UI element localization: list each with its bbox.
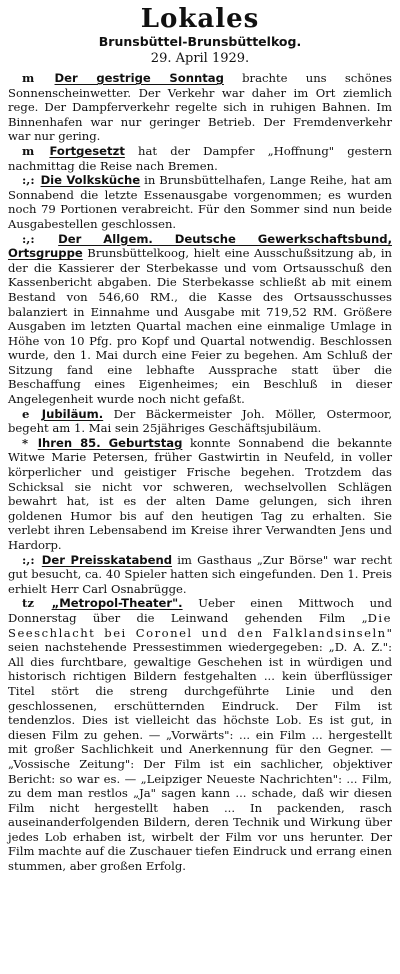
- article-headline: Der gestrige Sonntag: [54, 71, 224, 85]
- date-line: 29. April 1929.: [150, 51, 250, 66]
- article-steamer: [8, 144, 392, 173]
- article-headline: Der Allgem. Deutsche Gewerkschaftsbund, Ortsgruppe: [8, 231, 392, 261]
- article-mark: m: [22, 143, 35, 158]
- article-jubilee: [8, 407, 392, 436]
- article-theater: [8, 596, 392, 873]
- article-birthday: [8, 436, 392, 553]
- article-body: " seien nachstehende Pressestimmen wiedergegeben: „D. A. Z.": All dies furchtbare, gewaltige Geschehen ist in würdigen und historisch richtigen Bildern festgehalten ... kein überflüssiger Titel stört die streng durchgeführte Linie und den geschlossenen, erschütternden Eindruck. Der Film ist tendenzlos. Dies ist vielleicht das höchste Lob. Es ist gut, in diesen Film zu gehen. — „Vorwärts": ... ein Film ... hergestellt mit großer Sachlichkeit und Anerkennung für den Gegner. — „Vossische Zeitung": Der Film ist ein sachlicher, objektiver Bericht: so war es. — „Leipziger Neueste Nachrichten": ... Film, zu dem man restlos „Ja" sagen kann ... schade, daß wir diesen Film nicht hergestellt haben ... In packenden, rasch auseinanderfolgenden Bildern, deren Technik und Wirkung über jedes Lob erhaben ist, wirbelt der Film vor uns herunter. Der Film machte auf die Zuschauer tiefen Eindruck und errang einen stummen, aber großen Erfolg.: [8, 625, 392, 874]
- article-mark: :,:: [22, 173, 35, 188]
- place-line: Brunsbüttel-Brunsbüttelkog.: [98, 34, 302, 49]
- article-body: in Brunsbüttelhafen, Lange Reihe, hat am Sonnabend die letzte Essenausgabe vorgenommen; es wurden noch 79 Portionen verabreicht. Für den Sommer sind nun beide Ausgabestellen geschlossen.: [8, 173, 393, 231]
- film-title: Die Seeschlacht bei Coronel und den Falklandsinseln: [8, 610, 392, 640]
- masthead: [8, 4, 392, 67]
- article-body: konnte Sonnabend die bekannte Witwe Marie Petersen, früher Gastwirtin in Neufeld, in voller körperlicher und geistiger Frische begehen. Trotzdem das Schicksal sie nicht vor schweren, wechselvollen Schlägen bewahrt hat, ist es der alten Dame gelungen, sich ihren goldenen Humor bis auf den heutigen Tag zu erhalten. Sie verlebt ihren Lebensabend im Kreise ihrer Verwandten Jens und Hardorp.: [8, 435, 392, 552]
- article-skat: [8, 553, 392, 597]
- article-body: im Gasthaus „Zur Börse" war recht gut besucht, ca. 40 Spieler hatten sich eingefunden. Den 1. Preis erhielt Herr Carl Osnabrügge.: [8, 552, 393, 596]
- article-body: hat der Dampfer „Hoffnung" gestern nachmittag die Reise nach Bremen.: [8, 143, 393, 173]
- article-mark: e: [22, 406, 30, 421]
- article-soup-kitchen: [8, 173, 392, 231]
- article-headline: Der Preisskatabend: [41, 552, 172, 567]
- article-mark: tz: [22, 596, 34, 611]
- article-headline: Fortgesetzt: [49, 143, 125, 158]
- article-headline: Ihren 85. Geburtstag: [37, 435, 183, 450]
- article-sunday: [8, 71, 392, 144]
- article-body: Der Bäckermeister Joh. Möller, Ostermoor, begeht am 1. Mai sein 25jähriges Geschäftsjubiläum.: [8, 406, 393, 436]
- article-mark: :,:: [22, 552, 35, 567]
- article-headline: Jubiläum.: [41, 406, 104, 421]
- article-mark: *: [22, 435, 29, 450]
- article-union: [8, 232, 392, 407]
- article-headline: Die Volksküche: [40, 173, 141, 188]
- article-body: Ueber einen Mittwoch und Donnerstag über die Leinwand gehenden Film „: [8, 596, 393, 625]
- article-body: brachte uns schönes Sonnenscheinwetter. Der Verkehr war daher im Ort ziemlich rege. Der Dampferverkehr regelte sich in ruhigen Bahnen. Im Binnenhafen war nur geringer Betrieb. Der Fremdenverkehr war nur gering.: [8, 71, 393, 144]
- article-headline: „Metropol-Theater".: [51, 596, 183, 611]
- article-mark: m: [22, 71, 35, 85]
- section-title: Lokales: [140, 4, 260, 34]
- article-mark: :,:: [22, 231, 35, 246]
- article-body: Brunsbüttelkoog, hielt eine Ausschußsitzung ab, in der die Kassierer der Sterbekasse und vom Ortsausschuß den Kassenbericht abgaben. Die Sterbekasse schließt ab mit einem Bestand von 546,60 RM., die Kasse des Ortsausschusses balanziert in Einnahme und Ausgabe mit 719,52 RM. Größere Ausgaben im letzten Quartal machen eine einmalige Umlage in Höhe von 10 Pfg. pro Kopf und Quartal notwendig. Beschlossen wurde, den 1. Mai durch eine Feier zu begehen. Am Schluß der Sitzung fand eine lebhafte Aussprache statt über die Beschaffung eines Eigenheimes; ein Beschluß in dieser Angelegenheit wurde noch nicht gefaßt.: [8, 246, 392, 407]
